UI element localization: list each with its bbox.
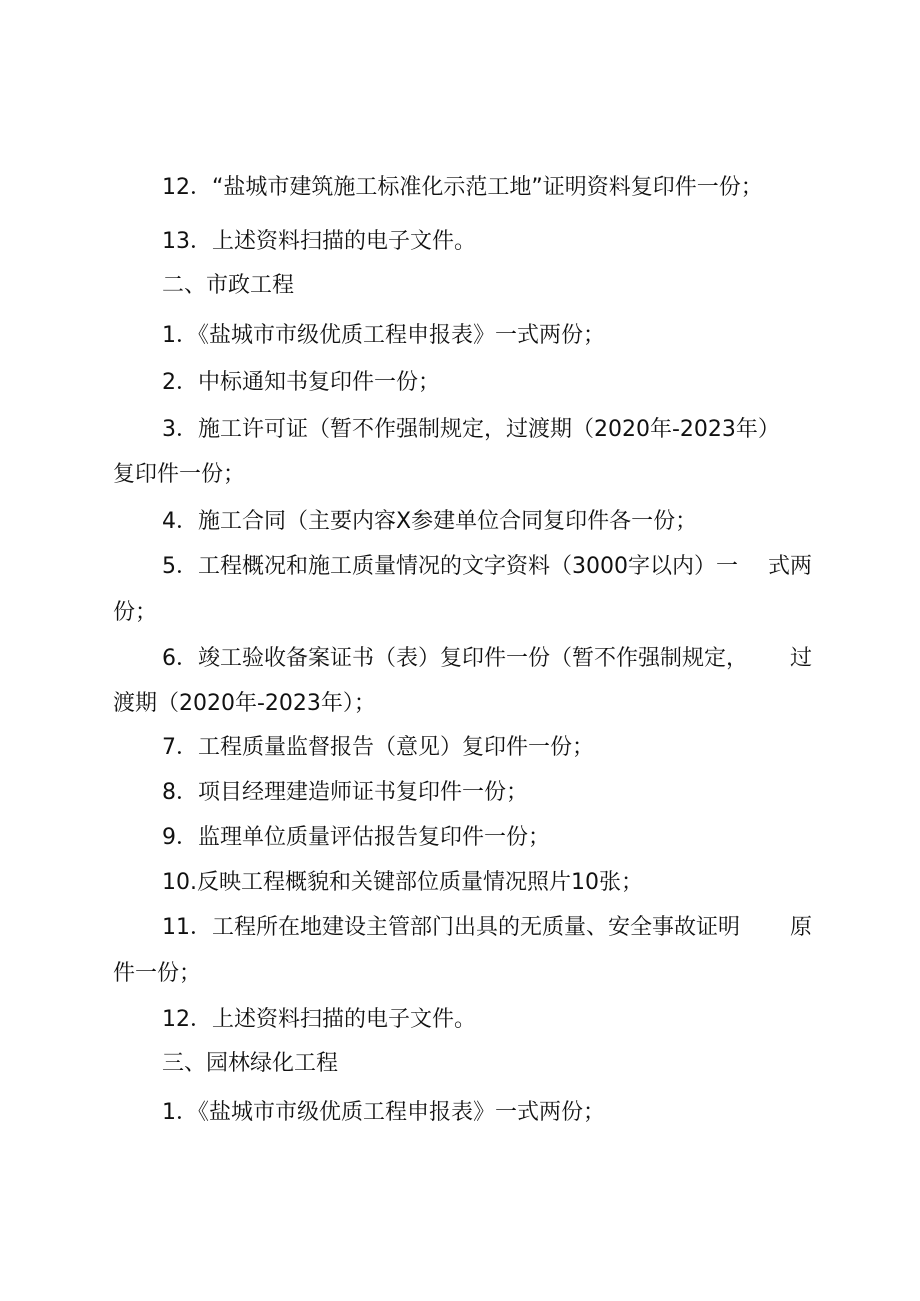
section-heading-municipal-engineering: 二、市政工程 xyxy=(162,273,295,298)
municipal-item-11-safety-certificate xyxy=(162,914,812,942)
item-11-text: 11．工程所在地建设主管部门出具的无质量、安全事故证明 xyxy=(162,915,740,940)
item-6-text: 6．竣工验收备案证书（表）复印件一份（暂不作强制规定， xyxy=(162,646,748,671)
municipal-item-12-electronic-files: 12．上述资料扫描的电子文件。 xyxy=(162,1007,476,1032)
item-6-trailing: 过 xyxy=(789,646,812,671)
landscaping-item-1-application-form: 1．《盐城市市级优质工程申报表》一式两份； xyxy=(162,1100,605,1125)
municipal-item-7-supervision-report: 7．工程质量监督报告（意见）复印件一份； xyxy=(162,735,594,760)
municipal-item-6-continuation: 渡期（2020年-2023年）； xyxy=(113,691,376,716)
municipal-item-3-construction-permit: 3．施工许可证（暂不作强制规定，过渡期（2020年-2023年） xyxy=(162,417,780,442)
municipal-item-11-continuation: 件一份； xyxy=(113,961,202,986)
item-12-demo-site-certificate: 12．“盐城市建筑施工标准化示范工地”证明资料复印件一份； xyxy=(162,175,763,200)
municipal-item-4-construction-contract: 4．施工合同（主要内容X参建单位合同复印件各一份； xyxy=(162,509,698,534)
municipal-item-3-continuation: 复印件一份； xyxy=(113,462,246,487)
municipal-item-1-application-form: 1．《盐城市市级优质工程申报表》一式两份； xyxy=(162,323,605,348)
municipal-item-9-quality-assessment: 9．监理单位质量评估报告复印件一份； xyxy=(162,825,550,850)
item-11-trailing: 原 xyxy=(789,915,812,940)
item-5-trailing: 式两 xyxy=(767,554,812,579)
municipal-item-2-bid-notice: 2．中标通知书复印件一份； xyxy=(162,370,440,395)
municipal-item-8-constructor-certificate: 8．项目经理建造师证书复印件一份； xyxy=(162,780,528,805)
section-heading-landscaping-engineering: 三、园林绿化工程 xyxy=(162,1051,339,1076)
municipal-item-6-completion-certificate xyxy=(162,645,812,673)
municipal-item-5-continuation: 份； xyxy=(113,600,158,625)
municipal-item-5-written-materials xyxy=(162,553,812,581)
municipal-item-10-photos: 10.反映工程概貌和关键部位质量情况照片10张； xyxy=(162,870,643,895)
item-5-text: 5．工程概况和施工质量情况的文字资料（3000字以内）一 xyxy=(162,554,738,579)
item-13-electronic-files: 13．上述资料扫描的电子文件。 xyxy=(162,229,476,254)
